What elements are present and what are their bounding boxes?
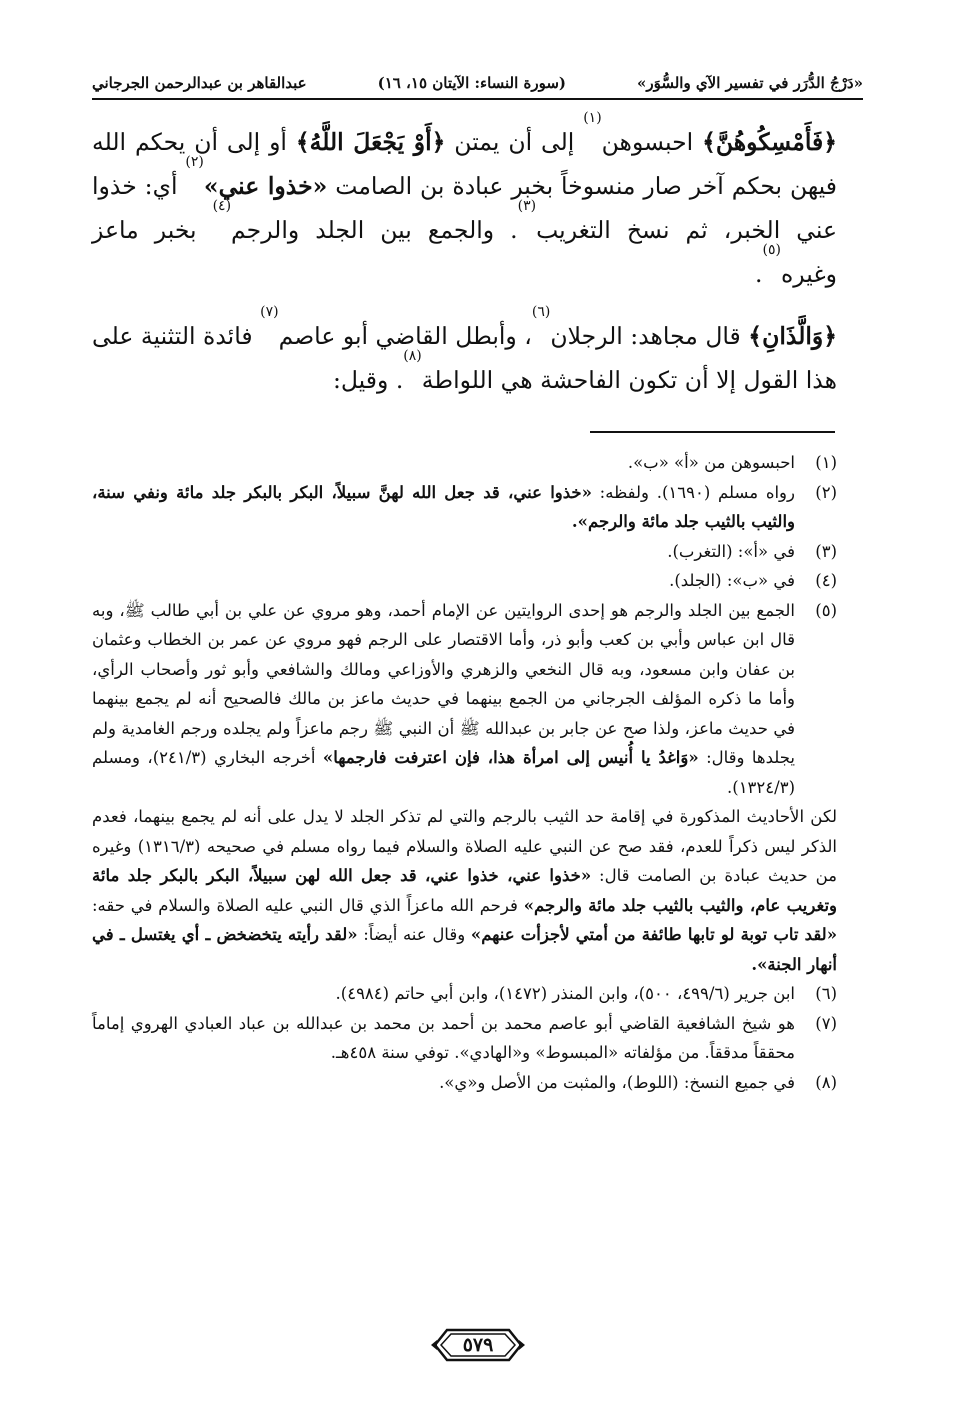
footnote-number: (٧) — [815, 1013, 837, 1033]
header-author: عبدالقاهر بن عبدالرحمن الجرجاني — [92, 74, 307, 92]
bold-quote: «خذوا عني، خذوا عني، قد جعل الله لهن سبيلاً، البكر بالبكر جلد مائة وتغريب عام، والثيب بالثيب جلد مائة والرجم» — [92, 866, 838, 915]
bold-quote: «خذوا عني، قد جعل الله لهنَّ سبيلاً، البكر بالبكر جلد مائة ونفي سنة، والثيب بالثيب جلد مائة والرجم». — [92, 482, 795, 531]
footnote-text — [92, 566, 795, 596]
footnote-text — [92, 979, 795, 1009]
running-header — [92, 58, 863, 92]
footnote-marker: (٦) — [531, 304, 551, 320]
footnote-marker: (٢) — [185, 154, 204, 170]
bold-quote: «لقد رأيته يتخضخض ـ أي يغتسل ـ في أنهار الجنة». — [92, 925, 837, 974]
footnote-item — [92, 596, 837, 803]
footnote-text — [92, 1009, 795, 1068]
footnotes-list — [92, 448, 837, 802]
footnote-number: (٣) — [815, 541, 837, 561]
text-run: أي: خذوا عني الخبر، ثم نسخ التغريب — [92, 172, 837, 244]
text-run: . والجمع بين الجلد والرجم — [231, 216, 518, 244]
footnote-separator — [590, 431, 835, 433]
text-run: فرحم الله ماعزاً الذي قال النبي عليه الصلاة والسلام في حقه: — [92, 895, 524, 915]
text-run: أخرجه البخاري (٢٤١/٣)، ومسلم (١٣٢٤/٣). — [92, 748, 795, 797]
page-number: ٥٧٩ — [462, 1334, 494, 1356]
bold-quote: ﴿وَالَّذَانِ﴾ — [748, 322, 837, 350]
text-run: . وقيل: — [332, 366, 404, 394]
text-run: أو إلى أن يحكم الله فيهن بحكم آخر صار منسوخاً بخبر عبادة بن الصامت — [92, 128, 837, 200]
footnote-text — [92, 596, 795, 803]
text-run: إلى أن يمتن — [445, 128, 584, 156]
footnote-marker: (٨) — [403, 348, 422, 364]
footnotes — [92, 448, 837, 1097]
footnote-number: (٨) — [815, 1072, 837, 1092]
footnote-marker: (١) — [583, 110, 602, 126]
footnote-marker: (٤) — [212, 198, 232, 214]
footnote-text — [92, 537, 795, 567]
footnotes-list-after — [92, 979, 837, 1097]
text-run: هو شيخ الشافعية القاضي أبو عاصم محمد بن أحمد بن محمد بن عبدالله بن عباد العبادي الهروي إماماً محققاً مدققاً. من مؤلفاته «المبسوط» و«الهادي». توفي سنة ٤٥٨هـ. — [92, 1013, 795, 1062]
header-book-title: «دَرْجُ الدُّرَر في تفسير الآي والسُّوَر» — [636, 74, 863, 92]
text-run: احبسوهن من «أ» «ب». — [627, 453, 795, 472]
text-run: ابن جرير (٤٩٩/٦، ٥٠٠)، وابن المنذر (١٤٧٢)، وابن أبي حاتم (٤٩٨٤). — [335, 984, 795, 1003]
bold-quote: ﴿أَوْ يَجْعَلَ اللَّهُ﴾ — [295, 128, 446, 156]
text-run: وقال عنه أيضاً: — [357, 925, 471, 944]
footnote-item — [92, 566, 837, 596]
text-run: في «ب»: (الجلد). — [669, 571, 795, 590]
footnote-number: (٢) — [815, 482, 837, 502]
text-run: بخبر ماعز وغيره — [92, 216, 837, 288]
footnote-number: (٦) — [815, 984, 837, 1003]
text-run: احبسوهن — [601, 128, 703, 156]
page-number-ornament — [431, 1324, 525, 1366]
footnote-text — [92, 1068, 795, 1098]
bold-quote: «لقد تاب توبة لو تابها طائفة من أمتي لأجزأت عنهم» — [470, 925, 838, 944]
footnote-item — [92, 537, 837, 567]
header-rule — [92, 98, 863, 100]
text-run: قال مجاهد: الرجلان — [550, 322, 749, 350]
footnote-text — [92, 448, 795, 478]
footnote-marker: (٣) — [517, 198, 537, 214]
main-paragraph-1 — [92, 110, 837, 296]
footnote-item — [92, 1068, 837, 1098]
footnote-item — [92, 478, 837, 537]
footnote-marker: (٥) — [762, 242, 781, 258]
text-run: لكن الأحاديث المذكورة في إقامة حد الثيب بالرجم والتي لم تذكر الجلد لا يدل على أنه لم يجمع بينهما، فعدم الذكر ليس ذكراً للعدم، فقد صح عن النبي عليه الصلاة والسلام فيما رواه مسلم في صحيحه (١٣١٦/٣) وغيره من حديث عبادة بن الصامت قال: — [92, 807, 837, 885]
footnote-number: (٤) — [815, 571, 837, 590]
bold-quote: ﴿فَأَمْسِكُوهُنَّ﴾ — [702, 128, 837, 156]
text-run: في «أ»: (التغرب). — [667, 541, 795, 561]
footnote-number: (٥) — [815, 600, 837, 620]
footnote-marker: (٧) — [260, 304, 279, 320]
header-surah-section: (سورة النساء: الآيتان ١٥، ١٦) — [377, 74, 567, 92]
text-run: ، وأبطل القاضي أبو عاصم — [278, 322, 532, 350]
text-run: رواه مسلم (١٦٩٠). ولفظه: — [591, 482, 795, 502]
text-run: في جميع النسخ: (اللوط)، والمثبت من الأصل و«ي». — [439, 1072, 795, 1092]
bold-quote: «خذوا عني» — [203, 172, 328, 200]
text-run: فائدة التثنية على هذا القول إلا أن تكون الفاحشة هي اللواطة — [92, 322, 837, 394]
text-run: الجمع بين الجلد والرجم هو إحدى الروايتين عن الإمام أحمد، وهو مروي عن علي بن أبي طالب ﷺ، وبه قال ابن عباس وأبي بن كعب وأبو ذر، وأما الاقتصار على الرجم فهو مروي عن عمر بن الخطاب وعثمان بن عفان وابن مسعود، وبه قال النخعي والزهري والأوزاعي ومالك والشافعي وأبو ثور وأصحاب الرأي، وأما ما ذكره المؤلف الجرجاني من الجمع بينهما في حديث ماعز بن مالك فالصحيح أنه لم يجمع بينهما في حديث ماعز، ولذا صح عن جابر بن عبدالله ﷺ أن النبي ﷺ رجم ماعزاً ولم يجلده ورجم الغامدية ولم يجلدها وقال: — [92, 600, 796, 767]
footnote-5-continuation — [92, 802, 837, 979]
bold-quote: «وَاغدُ يا أُنيس إلى امرأة هذا، فإن اعترفت فارجمها» — [322, 748, 699, 767]
footnote-item — [92, 448, 837, 478]
text-run: . — [755, 260, 763, 288]
footnote-item — [92, 979, 837, 1009]
main-text — [92, 110, 837, 402]
footnote-number: (١) — [815, 453, 837, 472]
main-paragraph-2 — [92, 304, 837, 402]
footnote-text — [92, 478, 795, 537]
footnote-item — [92, 1009, 837, 1068]
